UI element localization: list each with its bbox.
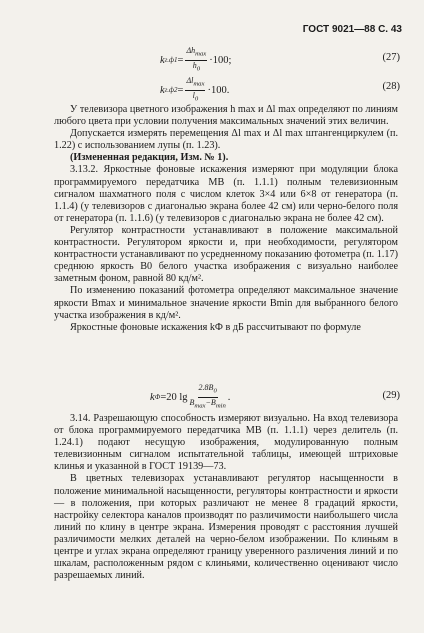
page-header: ГОСТ 9021—88 С. 43	[302, 24, 402, 35]
equation-29-number: (29)	[382, 390, 400, 401]
equation-29: k Ф =20 lg $\frac{2.8B_0}{B_{max}-B_{min}}$ .	[150, 383, 231, 410]
text-block-2	[54, 413, 398, 582]
paragraph: В цветных телевизорах устанавливают регулятор насыщенности в положение минимальной насыщенности, регуляторы контрастности и яркости — в положения, при которых различают не менее 8 градаций яркости, настройку селектора каналов производят по различимости наибольшего числа линий по клину в центре экрана. Измерения проводят с расстояния лучшей различимости мелких деталей на черно-белом изображении. По клиньям в центре и углах экрана определяют границу уверенного различения линий и по шкалам, расположенным рядом с клиньями, количественно оценивают число разрешаемых линий.	[54, 473, 398, 582]
equation-27-number: (27)	[382, 52, 400, 63]
equation-28-number: (28)	[382, 81, 400, 92]
paragraph: Допускается измерять перемещения Δl max и Δl max штангенциркулем (п. 1.22) с использованием лупы (п. 1.23).	[54, 128, 398, 152]
equation-27: k г.ф1 = $\frac{\Delta h_{max}}{h_0}$ ·100;	[160, 46, 232, 73]
amendment-note: (Измененная редакция, Изм. № 1).	[70, 152, 229, 164]
paragraph: 3.13.2. Яркостные фоновые искажения измеряют при модуляции блока программируемого передатчика МВ (п. 1.1.1) полным телевизионным сигналом шахматного поля с числом клеток 3×4 или 6×8 от генератора (п. 1.1.4) (у телевизоров с диагональю экрана более 42 см) или черно-белого поля от генератора (п. 1.1.6) (у телевизоров с диагональю экрана не более 42 см).	[54, 164, 398, 224]
paragraph: Яркостные фоновые искажения kФ в дБ рассчитывают по формуле	[70, 321, 361, 333]
paragraph: Регулятор контрастности устанавливают в положение максимальной контрастности. Регулятором яркости и, при необходимости, регулятором контрастности устанавливают по усредненному показанию фотометра (п. 1.17) среднюю яркость B0 белого участка изображения с визуально наиболее заметным фоном, равной 80 кд/м².	[54, 224, 398, 285]
paragraph: У телевизора цветного изображения h max и Δl max определяют по линиям любого цвета при условии получения максимальных значений этих величин.	[54, 104, 398, 128]
equation-28: k г.ф2 = $\frac{\Delta l_{max}}{l_0}$ ·100.	[160, 76, 230, 103]
paragraph: 3.14. Разрешающую способность измеряют визуально. На вход телевизора от блока программируемого передатчика МВ (п. 1.1.1) через делитель (п. 1.24.1) подают несущую изображения, модулированную полным телевизионным сигналом испытательной таблицы, имеющей штриховые клинья и указанной в ГОСТ 19139—73.	[54, 413, 398, 473]
paragraph: По изменению показаний фотометра определяют максимальное значение яркости Bmax и минимальное значение яркости Bmin для выбранного белого участка изображения в кд/м².	[54, 285, 398, 321]
text-block-1	[54, 104, 398, 334]
